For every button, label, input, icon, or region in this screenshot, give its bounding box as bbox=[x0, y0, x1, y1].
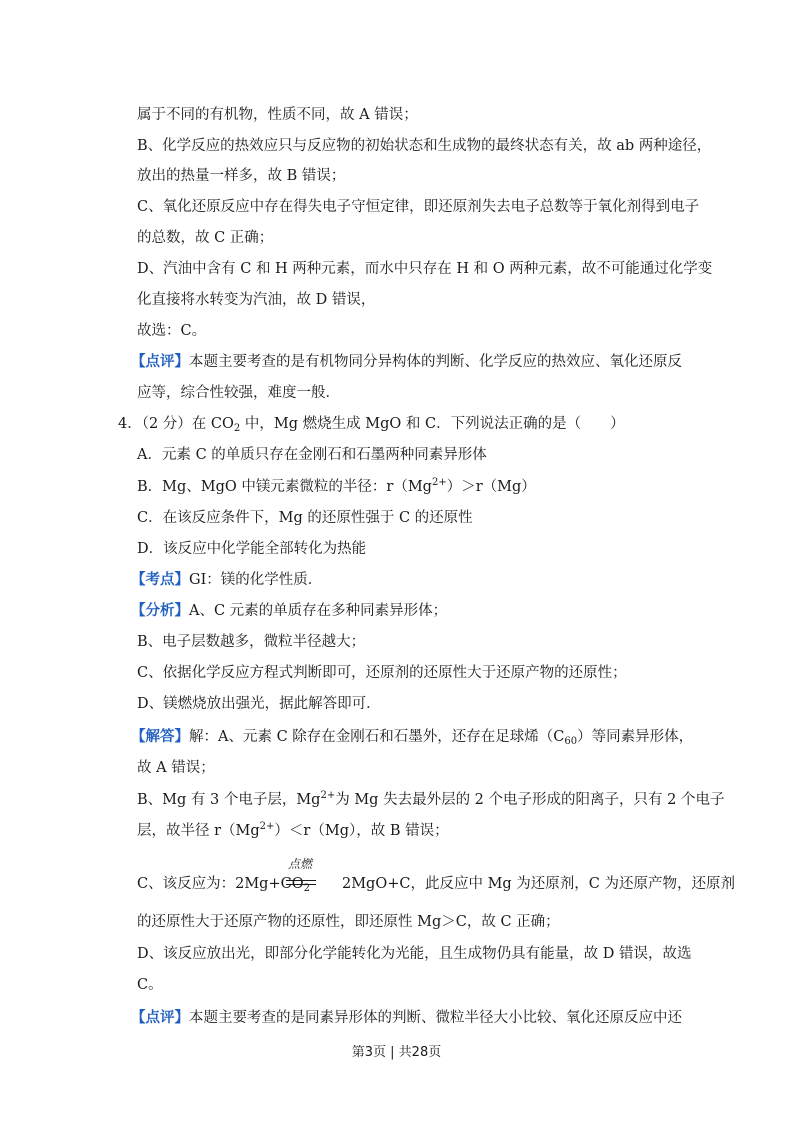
comment-text: 本题主要考查的是有机物同分异构体的判断、化学反应的热效应、氧化还原反 bbox=[189, 354, 682, 370]
jieda-equation-line bbox=[137, 875, 735, 893]
q3-text-line: 化直接将水转变为汽油，故 D 错误， bbox=[137, 292, 376, 308]
jieda-sub: 2 bbox=[303, 883, 310, 894]
q4-stem-sub: 2 bbox=[233, 423, 241, 434]
jieda-line: 的还原性大于还原产物的还原性，即还原性 Mg＞C，故 C 正确； bbox=[137, 914, 560, 930]
fenxi-line: C、依据化学反应方程式判断即可，还原剂的还原性大于还原产物的还原性； bbox=[137, 665, 627, 681]
jieda-sup: 2+ bbox=[259, 821, 275, 832]
q3-text-line: 的总数，故 C 正确； bbox=[137, 230, 274, 246]
fenxi-line: B、电子层数越多，微粒半径越大； bbox=[137, 634, 366, 650]
option-b-part: ）＞r（Mg） bbox=[446, 479, 536, 495]
kaodian-text: GI：镁的化学性质． bbox=[189, 572, 323, 588]
jieda-line: C。 bbox=[137, 977, 163, 993]
jieda-line: D、该反应放出光，即部分化学能转化为光能，且生成物仍具有能量，故 D 错误，故选 bbox=[137, 946, 692, 962]
q3-comment bbox=[131, 353, 682, 371]
jieda-sub: 60 bbox=[564, 736, 578, 747]
comment-tag: 【点评】 bbox=[131, 353, 189, 370]
kaodian bbox=[131, 571, 322, 589]
jieda-line bbox=[137, 791, 724, 809]
q4-stem-part: 中，Mg 燃烧生成 MgO 和 C．下列说法正确的是（ ） bbox=[240, 416, 625, 432]
fenxi bbox=[131, 602, 447, 620]
jieda-line bbox=[137, 822, 449, 840]
comment-tag: 【点评】 bbox=[131, 1009, 189, 1026]
q4-option-b bbox=[137, 478, 536, 496]
jieda-sup: 2+ bbox=[320, 790, 336, 801]
jieda-line: 故 A 错误； bbox=[137, 760, 215, 776]
jieda-text: C、该反应为：2Mg+CO bbox=[137, 876, 304, 892]
q4-stem bbox=[118, 415, 625, 433]
q4-option-c: C．在该反应条件下，Mg 的还原性强于 C 的还原性 bbox=[137, 510, 473, 526]
q3-text-line: B、化学反应的热效应只与反应物的初始状态和生成物的最终状态有关，故 ab 两种途径， bbox=[137, 138, 712, 154]
q3-text-line: C、氧化还原反应中存在得失电子守恒定律，即还原剂失去电子总数等于氧化剂得到电子 bbox=[137, 199, 700, 215]
q4-option-d: D．该反应中化学能全部转化为热能 bbox=[137, 541, 367, 557]
fenxi-tag: 【分析】 bbox=[131, 602, 189, 619]
q4-option-a: A．元素 C 的单质只存在金刚石和石墨两种同素异形体 bbox=[137, 447, 487, 463]
q4-stem-part: 4．（2 分）在 CO bbox=[118, 416, 234, 432]
reaction-condition: 点燃 bbox=[288, 857, 313, 871]
q4-comment bbox=[131, 1009, 682, 1027]
jieda bbox=[131, 728, 693, 746]
q3-comment-cont: 应等，综合性较强，难度一般． bbox=[137, 385, 340, 401]
fenxi-line: D、镁燃烧放出强光，据此解答即可． bbox=[137, 696, 381, 712]
jieda-text: 2MgO+C，此反应中 Mg 为还原剂，C 为还原产物，还原剂 bbox=[341, 876, 736, 892]
q3-text-line: 放出的热量一样多，故 B 错误； bbox=[137, 168, 346, 184]
fenxi-text: A、C 元素的单质存在多种同素异形体； bbox=[189, 603, 448, 619]
jieda-text: B、Mg 有 3 个电子层，Mg bbox=[137, 792, 321, 808]
jieda-tag: 【解答】 bbox=[131, 728, 189, 745]
jieda-text: 为 Mg 失去最外层的 2 个电子形成的阳离子，只有 2 个电子 bbox=[335, 792, 725, 808]
option-b-sup: 2+ bbox=[431, 477, 447, 488]
jieda-text: ）等同素异形体， bbox=[577, 729, 694, 745]
q3-text-line: 故选：C。 bbox=[137, 323, 207, 339]
jieda-text: ）＜r（Mg），故 B 错误； bbox=[274, 823, 449, 839]
jieda-text: 层，故半径 r（Mg bbox=[137, 823, 260, 839]
jieda-text: 解：A、元素 C 除存在金刚石和石墨外，还存在足球烯（C bbox=[189, 729, 565, 745]
kaodian-tag: 【考点】 bbox=[131, 571, 189, 588]
q3-text-line: D、汽油中含有 C 和 H 两种元素，而水中只存在 H 和 O 两种元素，故不可能通过化学变 bbox=[137, 261, 713, 277]
comment-text: 本题主要考查的是同素异形体的判断、微粒半径大小比较、氧化还原反应中还 bbox=[189, 1010, 682, 1026]
option-b-part: B．Mg、MgO 中镁元素微粒的半径：r（Mg bbox=[137, 479, 432, 495]
q3-text-line: 属于不同的有机物，性质不同，故 A 错误； bbox=[137, 107, 418, 123]
page-footer: 第3页 | 共28页 bbox=[351, 1045, 442, 1060]
